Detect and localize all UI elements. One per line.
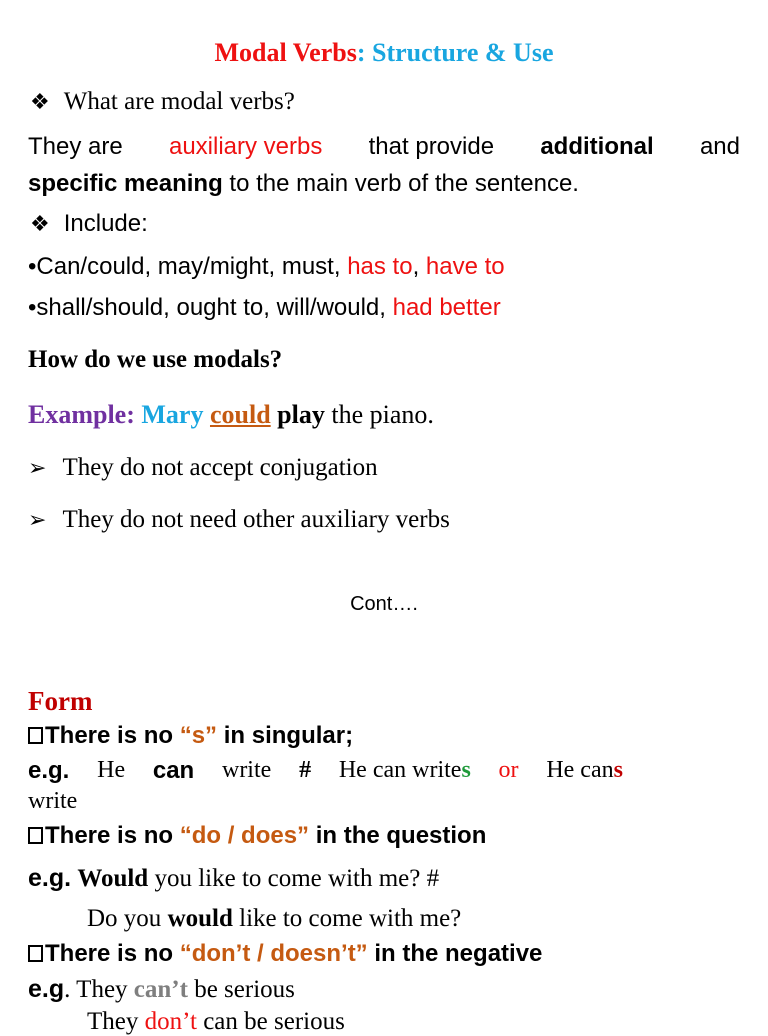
def-t7: to the main verb of the sentence.	[229, 170, 579, 197]
rule-item	[28, 454, 378, 482]
list2-had-better: had better	[392, 294, 501, 321]
title-part1: Modal Verbs	[214, 38, 357, 67]
r3-a: There is no	[45, 940, 180, 967]
checkbox-square-icon	[28, 827, 43, 844]
e3-cant: can’t	[133, 976, 188, 1003]
e1-can: can	[152, 757, 195, 784]
e1-hash: #	[299, 757, 312, 783]
diamond-bullet-icon: ❖	[30, 89, 50, 114]
e1-he: He	[97, 757, 126, 783]
example-label: Example:	[28, 400, 135, 429]
r2-c: in the question	[309, 822, 487, 849]
include-heading	[30, 210, 148, 238]
r1-a: There is no	[45, 722, 180, 749]
form-heading: Form	[28, 686, 93, 716]
form-rule-1	[28, 722, 353, 750]
continued-label: Cont….	[350, 593, 418, 615]
rule-text: They do not accept conjugation	[62, 454, 378, 481]
e2-would: Would	[77, 865, 149, 892]
definition-line1	[28, 133, 740, 161]
e2-label: e.g.	[28, 864, 72, 892]
form-example-1	[28, 757, 623, 785]
e1-label: e.g.	[28, 757, 70, 784]
example-rest: the piano.	[331, 400, 434, 429]
form-example-3b	[87, 1008, 345, 1036]
list1-has-to: has to	[347, 253, 413, 280]
r1-c: in singular;	[217, 722, 354, 749]
how-heading: How do we use modals?	[28, 346, 283, 373]
e1-s-red: s	[613, 757, 623, 783]
e2b-would: would	[167, 905, 233, 932]
arrow-bullet-icon: ➢	[28, 507, 47, 532]
form-rule-2	[28, 822, 486, 850]
form-example-2b	[87, 905, 461, 933]
e1-he-can: He can	[546, 757, 614, 783]
list2-a: •shall/should, ought to, will/would,	[28, 294, 393, 321]
page-title	[0, 38, 768, 68]
r2-do-does: “do / does”	[179, 822, 310, 849]
def-auxiliary-verbs: auxiliary verbs	[168, 133, 323, 160]
title-colon: :	[356, 38, 366, 67]
def-t1: They are	[28, 133, 123, 160]
modal-list-2	[28, 294, 501, 322]
question-heading	[30, 88, 295, 116]
e1-write: write	[221, 757, 272, 783]
title-part2: Structure & Use	[372, 38, 554, 67]
form-example-2	[28, 864, 439, 893]
r3-c: in the negative	[367, 940, 543, 967]
r1-s: “s”	[179, 722, 218, 749]
e1-he-can-write: He can write	[338, 757, 462, 783]
e1-s-green: s	[461, 757, 471, 783]
e3b-c: can be serious	[196, 1008, 345, 1035]
r2-a: There is no	[45, 822, 180, 849]
e3-label: e.g	[28, 975, 65, 1003]
e2b-c: like to come with me?	[232, 905, 462, 932]
modal-list-1	[28, 253, 505, 281]
e3-dot: . They	[64, 976, 134, 1003]
arrow-bullet-icon: ➢	[28, 455, 47, 480]
diamond-bullet-icon: ❖	[30, 211, 50, 236]
list1-have-to: have to	[425, 253, 505, 280]
example-subject: Mary	[141, 400, 204, 429]
e3b-a: They	[87, 1008, 145, 1035]
def-additional: additional	[540, 133, 654, 160]
form-example-3	[28, 975, 295, 1004]
list1-a: •Can/could, may/might, must,	[28, 253, 348, 280]
def-t5: and	[699, 133, 740, 160]
example-line	[28, 400, 434, 430]
e2-rest: you like to come with me? #	[154, 865, 440, 892]
e2b-a: Do you	[87, 905, 168, 932]
example-verb: play	[277, 400, 325, 429]
rule-item	[28, 506, 450, 534]
form-rule-3	[28, 940, 542, 968]
checkbox-square-icon	[28, 727, 43, 744]
checkbox-square-icon	[28, 945, 43, 962]
rule-text: They do not need other auxiliary verbs	[62, 506, 450, 533]
definition-line2	[28, 170, 579, 198]
e3b-dont: don’t	[144, 1008, 197, 1035]
def-specific-meaning: specific meaning	[28, 170, 223, 197]
include-text: Include:	[63, 210, 148, 237]
list1-comma: ,	[412, 253, 426, 280]
r3-dont-doesnt: “don’t / doesn’t”	[179, 940, 368, 967]
example-modal: could	[209, 400, 271, 429]
e3-rest: be serious	[187, 976, 295, 1003]
def-t3: that provide	[368, 133, 495, 160]
question-text: What are modal verbs?	[63, 88, 295, 115]
e1-or: or	[498, 757, 519, 783]
form-example-1-cont: write	[28, 788, 78, 814]
